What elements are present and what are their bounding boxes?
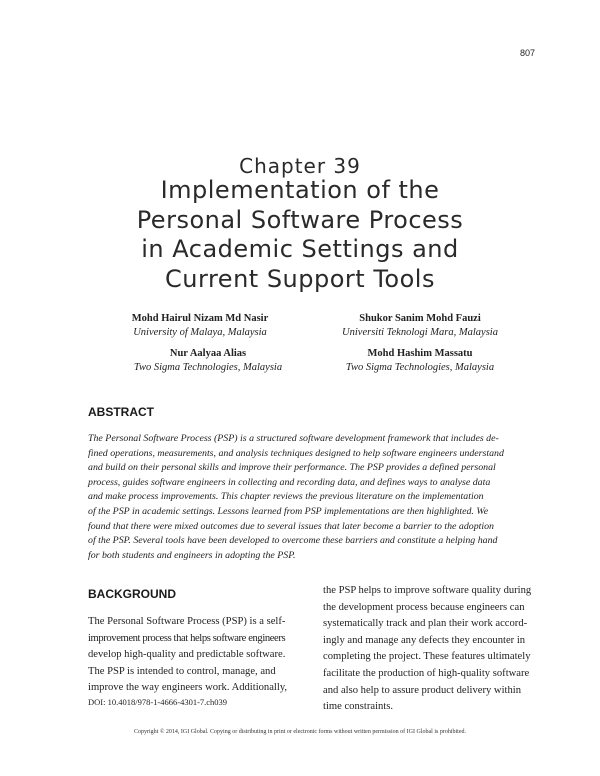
chapter-title-line: Personal Software Process: [136, 205, 464, 234]
copyright-notice: Copyright © 2014, IGI Global. Copying or distributing in print or electronic forms without written permission of IGI Global is prohibited.: [133, 729, 466, 735]
abstract-line: and make process improvements. This chapter reviews the previous literature on the implementation: [88, 491, 484, 503]
background-left-column: [88, 614, 308, 697]
body-line: improvement process that helps software engineers: [88, 632, 286, 644]
body-line: ingly and manage any defects they encounter in: [323, 634, 526, 646]
background-right-column: [323, 583, 533, 716]
author-affiliation: Two Sigma Technologies, Malaysia: [345, 362, 495, 373]
abstract-line: for both students and engineers in adopting the PSP.: [88, 549, 296, 561]
abstract-line: and build on their personal skills and improve their performance. The PSP provides a defined personal: [88, 462, 496, 474]
author-block: [88, 347, 328, 375]
author-name: Mohd Hashim Massatu: [367, 348, 473, 359]
author-block: [300, 312, 540, 340]
body-line: the PSP helps to improve software quality during: [323, 585, 532, 596]
body-line: improve the way engineers work. Additionally,: [88, 682, 288, 694]
body-line: the development process because engineers can: [323, 601, 525, 613]
abstract-line: process, guides software engineers in collecting and recording data, and defines ways to analyse data: [88, 476, 491, 488]
author-affiliation: Two Sigma Technologies, Malaysia: [133, 362, 283, 373]
body-line: systematically track and plan their work accord-: [323, 618, 528, 630]
doi: DOI: 10.4018/978-1-4666-4301-7.ch039: [88, 697, 228, 707]
chapter-title-line: in Academic Settings and: [141, 235, 459, 263]
abstract-line: found that there were mixed outcomes due to several issues that later become a barrier to the adoption: [88, 520, 494, 532]
author-name: Mohd Hairul Nizam Md Nasir: [131, 313, 269, 324]
author-affiliation: University of Malaya, Malaysia: [133, 327, 267, 338]
body-line: The PSP is intended to control, manage, and: [88, 665, 276, 677]
abstract-line: of the PSP. Several tools have been developed to overcome these barriers and constitute a helping hand: [88, 535, 498, 547]
body-line: completing the project. These features ultimately: [323, 651, 531, 663]
author-name: Shukor Sanim Mohd Fauzi: [359, 313, 481, 324]
author-affiliation: Universiti Teknologi Mara, Malaysia: [342, 327, 498, 338]
page-number: 807: [519, 48, 535, 58]
abstract-body: [88, 432, 524, 563]
body-line: develop high-quality and predictable software.: [88, 649, 286, 661]
body-line: time constraints.: [323, 701, 394, 713]
abstract-line: of the PSP in academic settings. Lessons learned from PSP implementations are then highlighted. We: [88, 505, 489, 517]
abstract-line: fined operations, measurements, and analysis techniques designed to help software engineers understand: [88, 447, 504, 459]
chapter-title-line: Current Support Tools: [165, 264, 435, 293]
abstract-line: The Personal Software Process (PSP) is a structured software development framework that includes de-: [88, 433, 499, 444]
author-name: Nur Aalyaa Alias: [169, 348, 247, 359]
author-block: [80, 312, 320, 340]
author-block: [300, 347, 540, 375]
body-line: facilitate the production of high-quality software: [323, 667, 530, 679]
background-heading: BACKGROUND: [88, 587, 176, 601]
chapter-label: Chapter 39: [239, 154, 361, 178]
chapter-title-line: Implementation of the: [160, 176, 440, 204]
abstract-heading: ABSTRACT: [88, 405, 154, 419]
body-line: and also help to assure product delivery within: [323, 684, 521, 696]
body-line: The Personal Software Process (PSP) is a self-: [88, 616, 286, 627]
chapter-title: [0, 176, 600, 294]
